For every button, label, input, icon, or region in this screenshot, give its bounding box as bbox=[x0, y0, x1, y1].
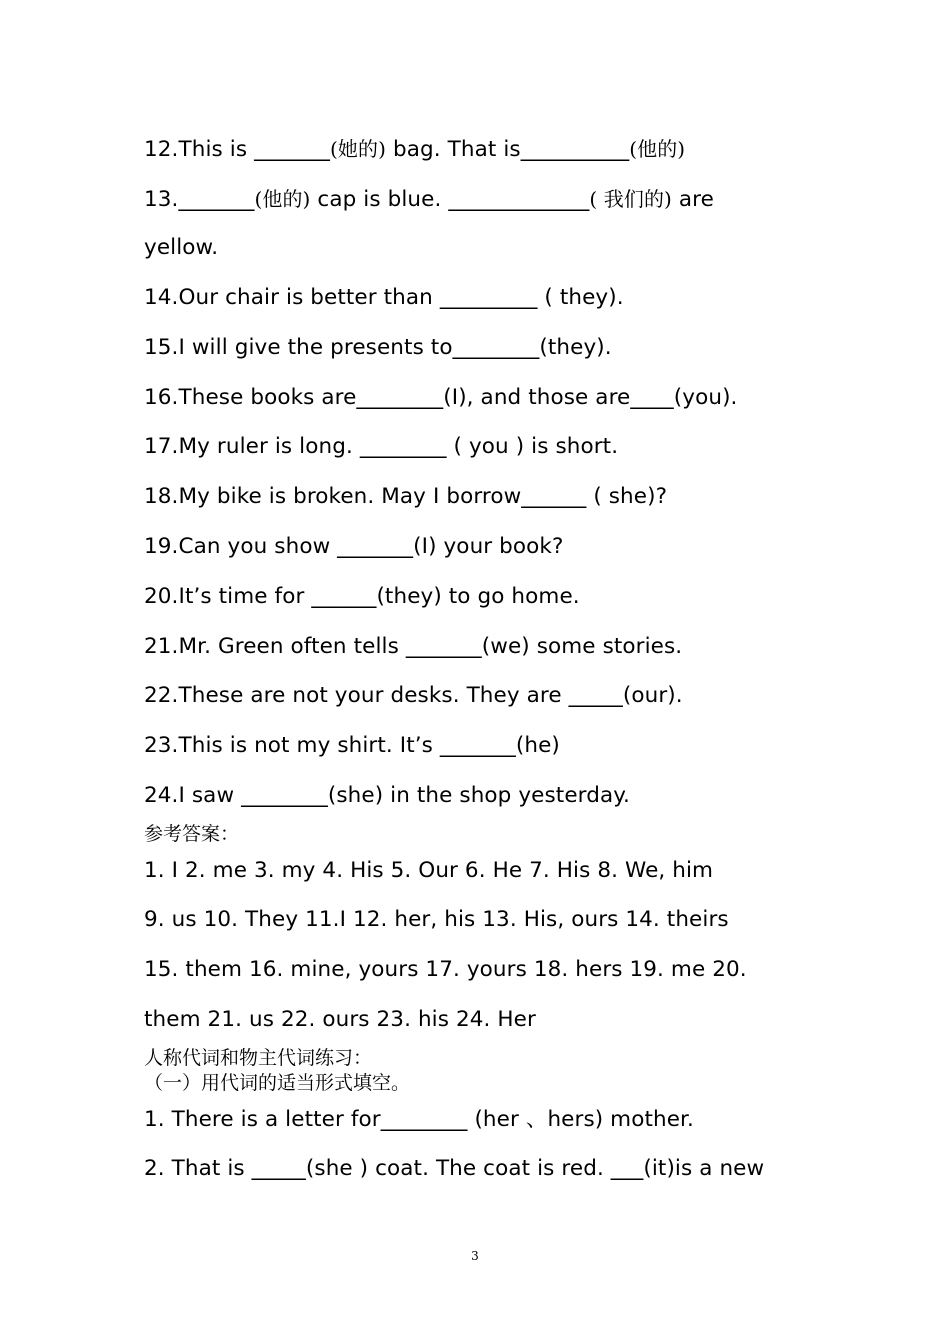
exercise-line-13 bbox=[144, 185, 714, 214]
exercise-line-18 bbox=[144, 483, 667, 511]
exercise-line-19 bbox=[144, 533, 563, 561]
exercise-number: 24. bbox=[144, 783, 179, 808]
exercise-number: 22. bbox=[144, 683, 179, 708]
exercise-text: cap is blue. _____________ bbox=[310, 187, 590, 212]
exercise-number: 17. bbox=[144, 434, 179, 459]
answer-line: 15. them 16. mine, yours 17. yours 18. hers 19. me 20. bbox=[144, 957, 747, 982]
exercise-line-23 bbox=[144, 732, 560, 760]
exercise-line-13-cont bbox=[144, 234, 218, 262]
exercise-number: 19. bbox=[144, 534, 179, 559]
exercise-line-12 bbox=[144, 135, 685, 164]
chinese-hint: (他的) bbox=[254, 187, 311, 211]
section-item: 2. That is _____(she ) coat. The coat is red. ___(it)is a new bbox=[144, 1156, 765, 1181]
exercise-text: Our chair is better than _________ ( they). bbox=[178, 285, 624, 310]
section-title: 人称代词和物主代词练习： bbox=[144, 1047, 373, 1069]
answer-line: 1. I 2. me 3. my 4. His 5. Our 6. He 7. His 8. We, him bbox=[144, 858, 714, 883]
exercise-number: 16. bbox=[144, 385, 179, 410]
exercise-text: It’s time for ______(they) to go home. bbox=[178, 584, 580, 609]
exercise-line-21 bbox=[144, 633, 682, 661]
chinese-hint: ( 我们的) bbox=[589, 187, 672, 211]
exercise-number: 12. bbox=[144, 137, 179, 162]
exercise-number: 18. bbox=[144, 484, 179, 509]
answer-line: 9. us 10. They 11.I 12. her, his 13. His, ours 14. theirs bbox=[144, 907, 729, 932]
exercise-number: 20. bbox=[144, 584, 179, 609]
exercise-line-24 bbox=[144, 782, 630, 810]
exercise-text: I will give the presents to________(they). bbox=[178, 335, 612, 360]
answer-line: them 21. us 22. ours 23. his 24. Her bbox=[144, 1007, 536, 1032]
exercise-text: These books are________(I), and those are____(you). bbox=[178, 385, 738, 410]
exercise-line-15 bbox=[144, 334, 612, 362]
exercise-text: This is _______ bbox=[178, 137, 331, 162]
chinese-hint: (她的) bbox=[330, 137, 387, 161]
exercise-text: My bike is broken. May I borrow______ ( she)? bbox=[178, 484, 668, 509]
exercise-line-17 bbox=[144, 433, 618, 461]
exercise-text: I saw ________(she) in the shop yesterday. bbox=[178, 783, 630, 808]
exercise-line-14 bbox=[144, 284, 624, 312]
exercise-line-16 bbox=[144, 384, 738, 412]
exercise-line-22 bbox=[144, 682, 683, 710]
chinese-hint: (他的) bbox=[629, 137, 686, 161]
exercise-text: yellow. bbox=[144, 235, 219, 260]
section-item: 1. There is a letter for________ (her 、hers) mother. bbox=[144, 1107, 694, 1132]
exercise-text: Mr. Green often tells _______(we) some stories. bbox=[178, 634, 683, 659]
exercise-number: 21. bbox=[144, 634, 179, 659]
exercise-number: 23. bbox=[144, 733, 179, 758]
exercise-text: My ruler is long. ________ ( you ) is short. bbox=[178, 434, 619, 459]
exercise-number: 15. bbox=[144, 335, 179, 360]
exercise-line-20 bbox=[144, 583, 580, 611]
page-number: 3 bbox=[471, 1249, 479, 1263]
section-subtitle: （一）用代词的适当形式填空。 bbox=[144, 1072, 411, 1094]
exercise-number: 13. bbox=[144, 187, 179, 212]
exercise-text: This is not my shirt. It’s _______(he) bbox=[178, 733, 560, 758]
exercise-text: Can you show _______(I) your book? bbox=[178, 534, 564, 559]
exercise-text: bag. That is__________ bbox=[386, 137, 630, 162]
exercise-text: are bbox=[671, 187, 714, 212]
exercise-text: These are not your desks. They are _____(our). bbox=[178, 683, 683, 708]
exercise-text: _______ bbox=[178, 187, 255, 212]
exercise-number: 14. bbox=[144, 285, 179, 310]
answers-heading: 参考答案： bbox=[144, 823, 240, 845]
